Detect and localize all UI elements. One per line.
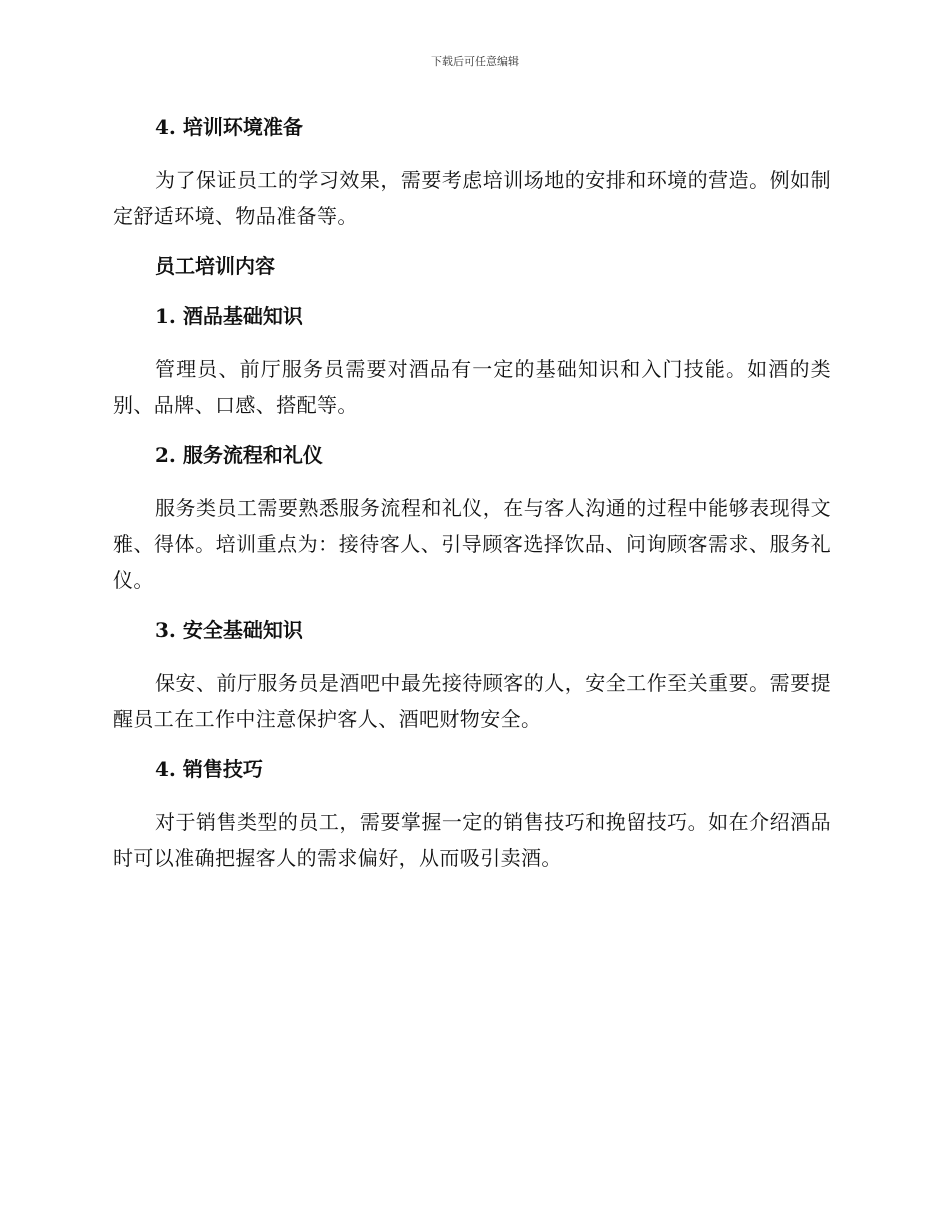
section-heading-sales-skills: 4. 销售技巧 (155, 757, 263, 781)
section-heading-wine-basics: 1. 酒品基础知识 (155, 304, 303, 328)
document-body (113, 112, 831, 893)
paragraph-sales-skills: 对于销售类型的员工，需要掌握一定的销售技巧和挽留技巧。如在介绍酒品时可以准确把握客人的需求偏好，从而吸引卖酒。 (113, 810, 831, 870)
paragraph-safety-basics: 保安、前厅服务员是酒吧中最先接待顾客的人，安全工作至关重要。需要提醒员工在工作中注意保护客人、酒吧财物安全。 (113, 671, 831, 731)
section-heading-training-content: 员工培训内容 (155, 254, 275, 278)
paragraph-service-etiquette: 服务类员工需要熟悉服务流程和礼仪，在与客人沟通的过程中能够表现得文雅、得体。培训重点为：接待客人、引导顾客选择饮品、问询顾客需求、服务礼仪。 (113, 496, 831, 592)
paragraph-training-environment: 为了保证员工的学习效果，需要考虑培训场地的安排和环境的营造。例如制定舒适环境、物品准备等。 (113, 168, 831, 228)
section-heading-safety-basics: 3. 安全基础知识 (155, 618, 303, 642)
section-heading-service-etiquette: 2. 服务流程和礼仪 (155, 443, 323, 467)
section-heading-training-environment: 4. 培训环境准备 (155, 115, 303, 139)
paragraph-wine-basics: 管理员、前厅服务员需要对酒品有一定的基础知识和入门技能。如酒的类别、品牌、口感、搭配等。 (113, 357, 831, 417)
page-header: 下载后可任意编辑 (431, 55, 519, 68)
